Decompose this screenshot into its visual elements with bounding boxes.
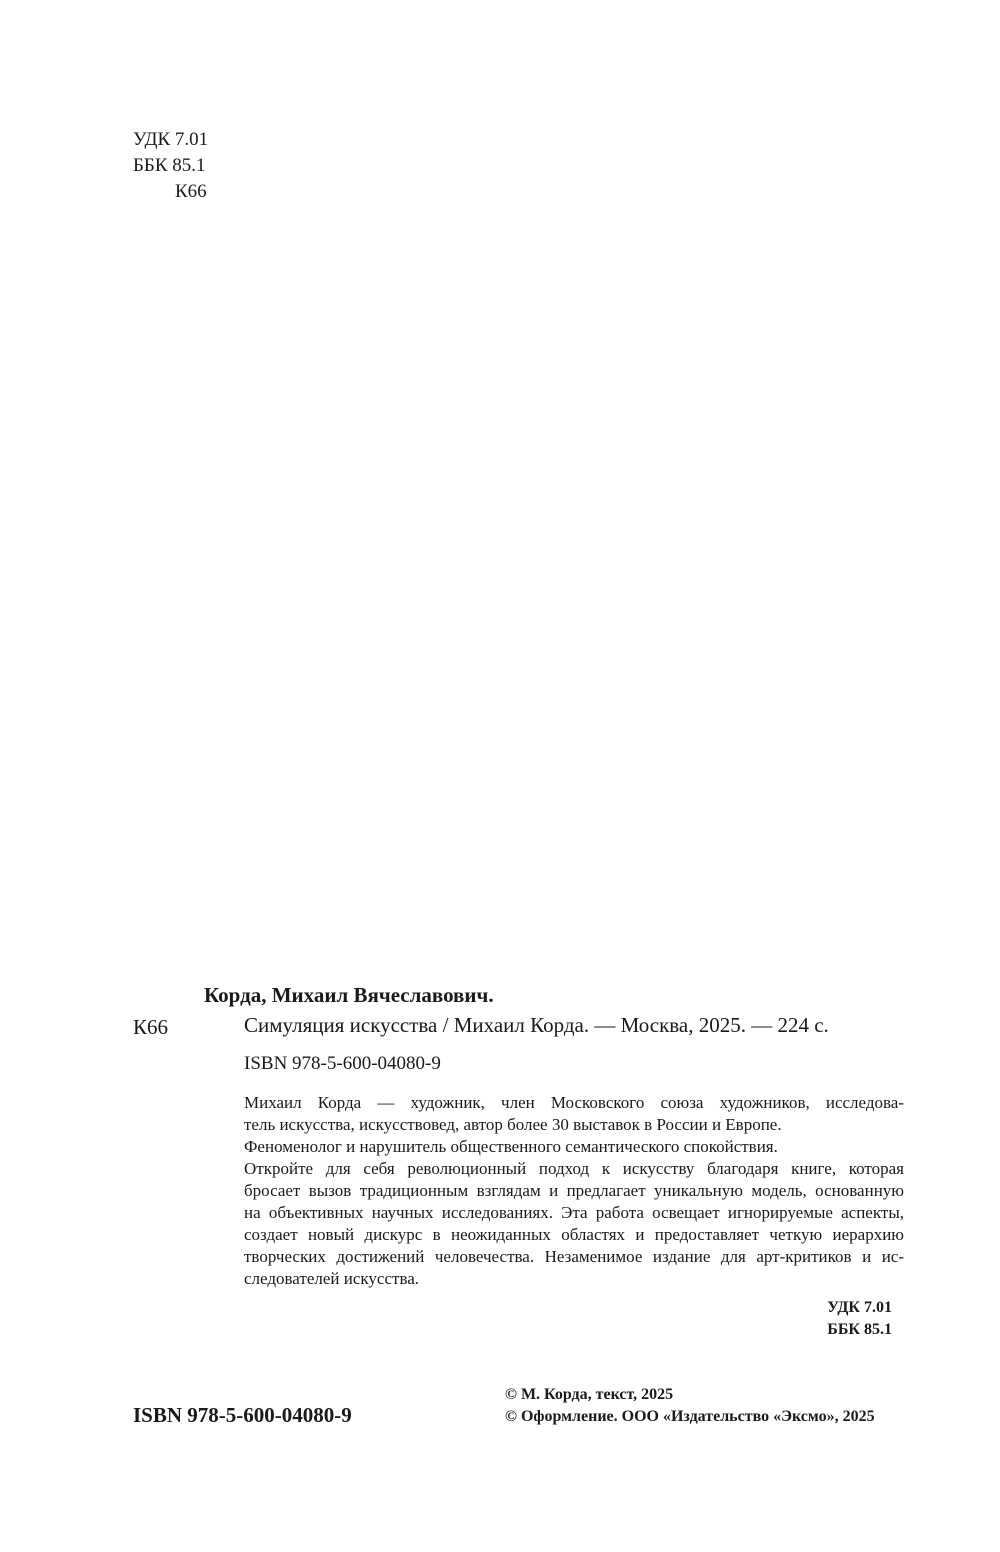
annotation-line: творческих достижений человечества. Незаменимое издание для арт-критиков и ис- [244, 1247, 904, 1266]
bbk-top: ББК 85.1 [133, 155, 206, 176]
annotation-line: создает новый дискурс в неожиданных областях и предоставляет четкую иерархию [244, 1225, 904, 1244]
annotation-line: бросает вызов традиционным взглядам и предлагает уникальную модель, основанную [244, 1181, 904, 1200]
udk-bottom: УДК 7.01 [827, 1299, 892, 1316]
footer-isbn: ISBN 978-5-600-04080-9 [133, 1403, 352, 1427]
udk-top: УДК 7.01 [133, 129, 209, 150]
author-heading: Корда, Михаил Вячеславович. [204, 983, 494, 1007]
isbn-line: ISBN 978-5-600-04080-9 [244, 1053, 441, 1074]
annotation-line: Феноменолог и нарушитель общественного семантического спокойствия. [244, 1137, 778, 1156]
copyright-design: © Оформление. ООО «Издательство «Эксмо», 2025 [505, 1408, 875, 1425]
author-mark-top: К66 [175, 181, 207, 202]
bbk-bottom: ББК 85.1 [827, 1321, 892, 1338]
annotation-line: на объективных научных исследованиях. Эта работа освещает игнорируемые аспекты, [244, 1203, 904, 1222]
copyright-text: © М. Корда, текст, 2025 [505, 1386, 674, 1403]
annotation-line: Михаил Корда — художник, член Московского союза художников, исследова- [244, 1093, 904, 1112]
author-mark: К66 [133, 1015, 169, 1039]
title-line: Симуляция искусства / Михаил Корда. — Москва, 2025. — 224 с. [244, 1013, 829, 1037]
annotation-line: тель искусства, искусствовед, автор более 30 выставок в России и Европе. [244, 1115, 782, 1134]
annotation-line: Откройте для себя революционный подход к искусству благодаря книге, которая [244, 1159, 904, 1178]
annotation [244, 1092, 904, 1290]
annotation-line: следователей искусства. [244, 1269, 420, 1288]
